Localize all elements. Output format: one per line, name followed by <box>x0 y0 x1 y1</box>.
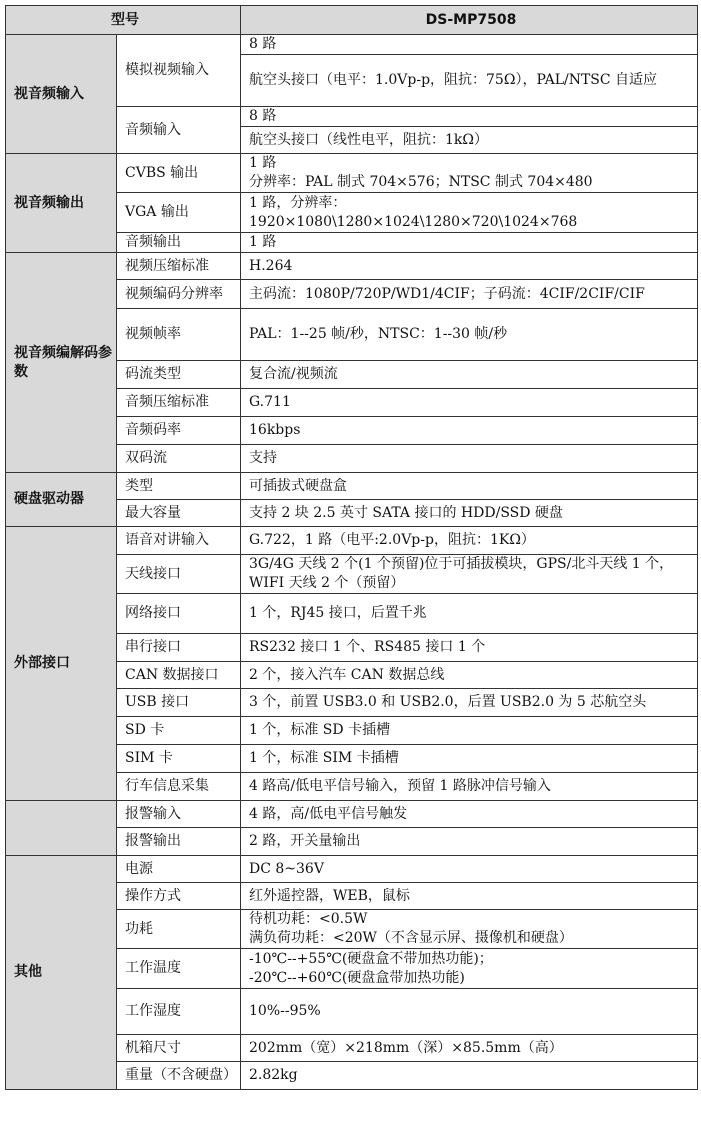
category-cell: 视音频输出 <box>6 154 117 253</box>
spec-value-line: 4 路，高/低电平信号触发 <box>249 805 408 822</box>
spec-name-cell: 串行接口 <box>117 634 241 662</box>
spec-value-cell <box>241 280 698 309</box>
spec-value-cell <box>241 910 698 949</box>
spec-value-cell <box>241 828 698 856</box>
spec-value-cell <box>241 883 698 910</box>
spec-name-cell: 视频编码分辨率 <box>117 280 241 309</box>
spec-value-line: 1920×1080\1280×1024\1280×720\1024×768 <box>249 213 578 230</box>
spec-name-cell: 天线接口 <box>117 555 241 594</box>
spec-name-cell: 工作湿度 <box>117 989 241 1035</box>
spec-name-cell: 音频码率 <box>117 417 241 445</box>
spec-value-line: G.722，1 路（电平:2.0Vp-p，阻抗：1KΩ） <box>249 532 535 548</box>
spec-value-line: G.711 <box>249 394 291 410</box>
table-row <box>6 35 698 55</box>
spec-value-cell <box>241 594 698 634</box>
spec-value-line: 8 路 <box>249 36 277 52</box>
spec-value-cell <box>241 1062 698 1090</box>
spec-value-cell <box>241 773 698 801</box>
spec-value-cell <box>241 127 698 154</box>
spec-value-line: 满负荷功耗：<20W（不含显示屏、摄像机和硬盘） <box>249 930 573 946</box>
spec-value-cell <box>241 154 698 193</box>
table-row <box>6 801 698 828</box>
spec-value-cell <box>241 717 698 745</box>
spec-value-cell <box>241 527 698 555</box>
spec-name-cell: SIM 卡 <box>117 745 241 773</box>
spec-value-line: 2.82kg <box>249 1067 298 1083</box>
spec-name-cell: SD 卡 <box>117 717 241 745</box>
spec-value-line: 分辨率：PAL 制式 704×576；NTSC 制式 704×480 <box>249 174 593 190</box>
spec-value-line: -20℃--+60℃(硬盘盒带加热功能) <box>249 969 465 986</box>
spec-value-line: 1 个，RJ45 接口，后置千兆 <box>249 605 427 621</box>
spec-value-line: DC 8~36V <box>249 860 324 877</box>
spec-value-line: 2 路，开关量输出 <box>249 833 361 849</box>
spec-name-cell: CVBS 输出 <box>117 154 241 193</box>
spec-name-cell: 音频输入 <box>117 107 241 154</box>
spec-value-cell <box>241 689 698 717</box>
spec-value-line: -10℃--+55℃(硬盘盒不带加热功能)； <box>249 950 493 967</box>
spec-value-line: 1 路 <box>249 234 277 250</box>
spec-value-line: 航空头接口（线性电平，阻抗：1kΩ） <box>249 131 488 148</box>
spec-value-line: H.264 <box>249 257 293 274</box>
spec-value-cell <box>241 107 698 127</box>
spec-value-line: 3 个，前置 USB3.0 和 USB2.0，后置 USB2.0 为 5 芯航空头 <box>249 694 647 710</box>
spec-value-line: 待机功耗：<0.5W <box>249 911 368 927</box>
spec-name-cell: 语音对讲输入 <box>117 527 241 555</box>
spec-table-body <box>6 35 698 1090</box>
spec-name-cell: 双码流 <box>117 445 241 473</box>
header-model-value: DS-MP7508 <box>241 6 698 35</box>
spec-value-cell <box>241 500 698 527</box>
spec-name-cell: 视频帧率 <box>117 309 241 361</box>
spec-value-cell <box>241 361 698 389</box>
spec-value-cell <box>241 35 698 55</box>
spec-value-line: 主码流：1080P/720P/WD1/4CIF；子码流：4CIF/2CIF/CIF <box>249 285 645 302</box>
spec-value-cell <box>241 253 698 280</box>
spec-name-cell: 视频压缩标准 <box>117 253 241 280</box>
spec-name-cell: 重量（不含硬盘） <box>117 1062 241 1090</box>
spec-name-cell: 行车信息采集 <box>117 773 241 801</box>
spec-value-cell <box>241 193 698 233</box>
spec-name-cell: 模拟视频输入 <box>117 35 241 107</box>
spec-value-cell <box>241 801 698 828</box>
spec-value-cell <box>241 389 698 417</box>
spec-value-line: 可插拔式硬盘盒 <box>249 477 347 494</box>
spec-name-cell: 报警输入 <box>117 801 241 828</box>
table-row <box>6 527 698 555</box>
spec-value-cell <box>241 417 698 445</box>
spec-name-cell: 机箱尺寸 <box>117 1035 241 1062</box>
table-row <box>6 154 698 193</box>
spec-value-line: 16kbps <box>249 422 301 438</box>
spec-value-line: 202mm（宽）×218mm（深）×85.5mm（高） <box>249 1039 563 1056</box>
spec-value-cell <box>241 949 698 989</box>
spec-value-line: RS232 接口 1 个、RS485 接口 1 个 <box>249 639 486 655</box>
spec-name-cell: VGA 输出 <box>117 193 241 233</box>
spec-name-cell: 报警输出 <box>117 828 241 856</box>
spec-value-line: 1 个，标准 SD 卡插槽 <box>249 722 391 738</box>
spec-value-line: 3G/4G 天线 2 个(1 个预留)位于可插拔模块，GPS/北斗天线 1 个，WIFI 天线 2 个（预留） <box>249 556 674 591</box>
spec-value-line: 1 路 <box>249 155 277 171</box>
table-row <box>6 253 698 280</box>
spec-name-cell: 音频压缩标准 <box>117 389 241 417</box>
table-row <box>6 473 698 500</box>
spec-name-cell: 功耗 <box>117 910 241 949</box>
spec-name-cell: 操作方式 <box>117 883 241 910</box>
spec-value-line: 支持 2 块 2.5 英寸 SATA 接口的 HDD/SSD 硬盘 <box>249 504 563 521</box>
header-model-label: 型号 <box>6 6 241 35</box>
spec-value-cell <box>241 555 698 594</box>
spec-name-cell: 最大容量 <box>117 500 241 527</box>
spec-name-cell: 类型 <box>117 473 241 500</box>
spec-value-line: 1 路，分辨率： <box>249 194 347 211</box>
spec-table <box>5 5 698 1090</box>
spec-value-cell <box>241 745 698 773</box>
category-cell: 外部接口 <box>6 527 117 801</box>
spec-name-cell: 电源 <box>117 856 241 883</box>
spec-value-line: 支持 <box>249 450 277 466</box>
table-row <box>6 856 698 883</box>
spec-name-cell: CAN 数据接口 <box>117 662 241 689</box>
category-cell: 视音频编解码参数 <box>6 253 117 473</box>
spec-name-cell: USB 接口 <box>117 689 241 717</box>
spec-value-cell <box>241 445 698 473</box>
spec-value-line: 4 路高/低电平信号输入，预留 1 路脉冲信号输入 <box>249 778 551 794</box>
category-cell <box>6 801 117 856</box>
category-cell: 视音频输入 <box>6 35 117 154</box>
spec-value-cell <box>241 989 698 1035</box>
table-header-row <box>6 6 698 35</box>
category-cell: 硬盘驱动器 <box>6 473 117 527</box>
spec-value-cell <box>241 55 698 107</box>
spec-value-cell <box>241 662 698 689</box>
spec-value-line: 复合流/视频流 <box>249 366 338 382</box>
spec-name-cell: 码流类型 <box>117 361 241 389</box>
spec-value-cell <box>241 309 698 361</box>
spec-value-line: 航空头接口（电平：1.0Vp-p，阻抗：75Ω），PAL/NTSC 自适应 <box>249 72 658 88</box>
category-cell: 其他 <box>6 856 117 1090</box>
spec-value-cell <box>241 473 698 500</box>
spec-value-line: PAL：1--25 帧/秒，NTSC：1--30 帧/秒 <box>249 326 508 342</box>
spec-value-cell <box>241 856 698 883</box>
spec-value-cell <box>241 634 698 662</box>
spec-value-line: 8 路 <box>249 108 277 124</box>
spec-name-cell: 工作温度 <box>117 949 241 989</box>
spec-value-cell <box>241 1035 698 1062</box>
spec-value-line: 2 个，接入汽车 CAN 数据总线 <box>249 666 445 683</box>
spec-value-line: 10%--95% <box>249 1003 321 1019</box>
spec-value-line: 1 个，标准 SIM 卡插槽 <box>249 750 399 766</box>
spec-name-cell: 网络接口 <box>117 594 241 634</box>
spec-value-cell <box>241 233 698 253</box>
spec-value-line: 红外遥控器，WEB，鼠标 <box>249 887 410 904</box>
spec-name-cell: 音频输出 <box>117 233 241 253</box>
